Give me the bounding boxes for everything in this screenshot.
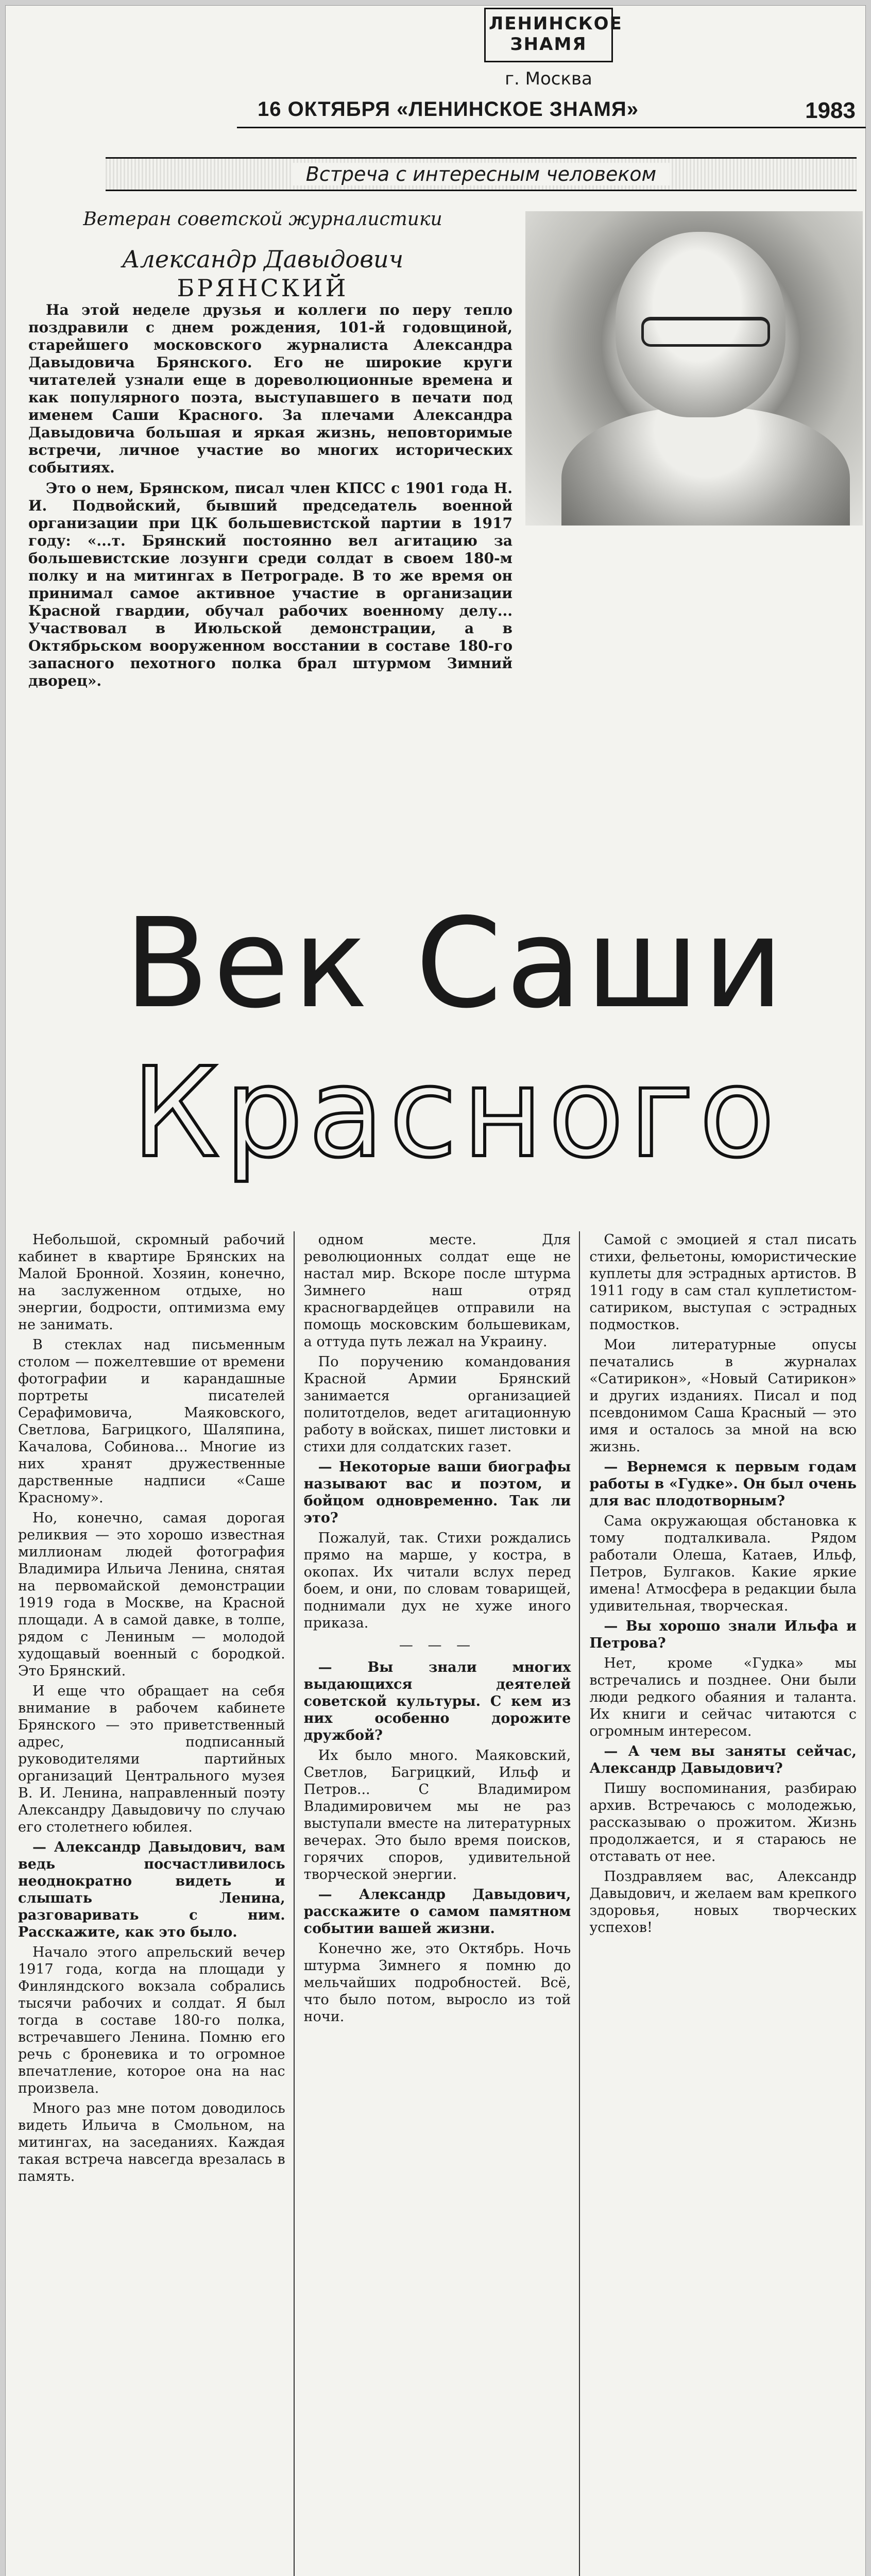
- article-column: [18, 1231, 295, 2576]
- rubric-banner: [106, 157, 857, 191]
- interview-question: — Александр Давыдович, расскажите о самом памятном событии вашей жизни.: [304, 1886, 571, 1937]
- interview-question: — Вернемся к первым годам работы в «Гудке». Он был очень для вас плодотворным?: [589, 1459, 857, 1510]
- rubric-text: Встреча с интересным человеком: [293, 163, 670, 185]
- article-paragraph: Много раз мне потом доводилось видеть Ильича в Смольном, на митингах, на заседаниях. Каждая такая встреча навсегда врезалась в память.: [18, 2100, 285, 2184]
- stamp-title: ЛЕНИНСКОЕ ЗНАМЯ: [484, 8, 613, 62]
- headline-line-1: Век Саши: [124, 891, 788, 1036]
- article-column: [304, 1231, 580, 2576]
- interview-question: — Некоторые ваши биографы называют вас и поэтом, и бойцом одновременно. Так ли это?: [304, 1459, 571, 1527]
- article-paragraph: Конечно же, это Октябрь. Ночь штурма Зимнего я помню до мельчайших подробностей. Всё, что было потом, выросло из той ночи.: [303, 1941, 571, 2025]
- intro-text: [28, 301, 513, 956]
- portrait-glasses: [641, 317, 770, 347]
- article-paragraph: И еще что обращает на себя внимание в рабочем кабинете Брянского — это приветственный адрес, подписанный руководителями партийных организаций Центрального музея В. И. Ленина, направленный поэту Александру Давыдовичу по случаю его столетнего юбилея.: [18, 1683, 285, 1835]
- intro-paragraph: На этой неделе друзья и коллеги по перу тепло поздравили с днем рождения, 101-й годовщиной, старейшего московского журналиста Александра Давыдовича Брянского. Его не широкие круги читателей узнали еще в дореволюционные времена и как популярного поэта, выступавшего в печати под именем Саши Красного. За плечами Александра Давыдовича большая и яркая жизнь, неповторимые встречи, личное участие во многих исторических событиях.: [28, 301, 513, 476]
- interview-question: — Александр Давыдович, вам ведь посчастливилось неоднократно видеть и слышать Ленина, разговаривать с ним. Расскажите, как это было.: [18, 1839, 285, 1941]
- article-paragraph: Мои литературные опусы печатались в журналах «Сатирикон», «Новый Сатирикон» и других изданиях. Писал и под псевдонимом Саша Красный — это имя и осталось за мной на всю жизнь.: [589, 1337, 857, 1455]
- byline: [5, 209, 520, 302]
- dateline-year: 1983: [805, 98, 856, 123]
- article-paragraph: Но, конечно, самая дорогая реликвия — это хорошо известная миллионам людей фотография Владимира Ильича Ленина, снятая на первомайской демонстрации 1919 года в Москве, на Красной площади. А в самой давке, в толпе, рядом с Лениным — молодой худощавый военный с бородкой. Это Брянский.: [18, 1510, 285, 1679]
- article-paragraph: Пожалуй, так. Стихи рождались прямо на марше, у костра, в окопах. Их читали вслух перед боем, и они, по словам товарищей, поднимали дух не хуже иного приказа.: [303, 1530, 571, 1631]
- library-stamp: [484, 8, 623, 89]
- article-paragraph: Самой с эмоцией я стал писать стихи, фельетоны, юмористические куплеты для эстрадных артистов. В 1911 году в сам стал куплетистом-сатириком, выступая с эстрадных подмостков.: [589, 1232, 857, 1333]
- article-paragraph: Сама окружающая обстановка к тому подталкивала. Рядом работали Олеша, Катаев, Ильф, Петров, Булгаков. Какие яркие имена! Атмосфера в редакции была удивительная, творческая.: [589, 1513, 857, 1614]
- intro-paragraph: Это о нем, Брянском, писал член КПСС с 1901 года Н. И. Подвойский, бывший председатель военной организации при ЦК большевистской партии в 1917 году: «...т. Брянский постоянно вел агитацию за большевистские лозунги среди солдат в своем 180-м полку и на митингах в Петрограде. В то же время он принимал самое активное участие в организации Красной гвардии, обучал рабочих военному делу... Участвовал в Июльской демонстрации, а в Октябрьском вооруженном восстании в составе 180-го запасного пехотного полка брал штурмом Зимний дворец».: [28, 480, 513, 689]
- dateline: [237, 98, 866, 128]
- article-paragraph: Начало этого апрельский вечер 1917 года, когда на площади у Финляндского вокзала собрались тысячи рабочих и солдат. Я был тогда в составе 180-го полка, встречавшего Ленина. Помню его речь с броневика и то огромное впечатление, которое она на нас произвела.: [18, 1944, 285, 2096]
- stamp-city: г. Москва: [505, 69, 592, 89]
- interview-question: — Вы хорошо знали Ильфа и Петрова?: [589, 1618, 857, 1652]
- section-divider: — — —: [399, 1637, 476, 1653]
- dateline-rule: [237, 127, 866, 128]
- newspaper-clipping: [5, 5, 866, 2576]
- portrait-shoulders: [561, 407, 850, 526]
- article-paragraph: Небольшой, скромный рабочий кабинет в квартире Брянских на Малой Бронной. Хозяин, конечно, на заслуженном отдыхе, но энергии, бодрости, оптимизма ему не занимать.: [18, 1232, 285, 1333]
- byline-kicker: Ветеран советской журналистики: [83, 209, 442, 230]
- article-paragraph: Поздравляем вас, Александр Давыдович, и желаем вам крепкого здоровья, новых творческих успехов!: [589, 1869, 857, 1936]
- headline-line-2: Красного: [131, 1041, 780, 1185]
- article-paragraph: По поручению командования Красной Армии Брянский занимается организацией политотделов, ведет агитационную работу в войсках, пишет листовки и стихи для солдатских газет.: [303, 1354, 571, 1455]
- article-paragraph: В стеклах над письменным столом — пожелтевшие от времени фотографии и карандашные портреты писателей Серафимовича, Маяковского, Светлова, Багрицкого, Шаляпина, Качалова, Собинова... Многие из них хранят дружественные дарственные надписи «Саше Красному».: [18, 1337, 285, 1506]
- interview-question: — Вы знали многих выдающихся деятелей советской культуры. С кем из них особенно дорожите дружбой?: [304, 1659, 571, 1744]
- article-paragraph: Нет, кроме «Гудка» мы встречались и позднее. Они были люди редкого обаяния и таланта. Их книги и сейчас читаются с огромным интересом.: [589, 1655, 857, 1739]
- byline-author: Александр Давыдович: [122, 245, 404, 273]
- article-column: [589, 1231, 857, 2576]
- dateline-text: 16 ОКТЯБРЯ «ЛЕНИНСКОЕ ЗНАМЯ»: [258, 98, 639, 121]
- byline-surname: БРЯНСКИЙ: [177, 274, 349, 302]
- portrait-photo: [525, 211, 863, 526]
- article-paragraph: одном месте. Для революционных солдат еще не настал мир. Вскоре после штурма Зимнего наш отряд красногвардейцев отправили на помощь московским большевикам, а оттуда путь лежал на Украину.: [303, 1232, 571, 1350]
- interview-question: — А чем вы заняты сейчас, Александр Давыдович?: [589, 1743, 857, 1777]
- article-columns: [18, 1231, 857, 2576]
- headline: [95, 891, 816, 1221]
- article-paragraph: Пишу воспоминания, разбираю архив. Встречаюсь с молодежью, рассказываю о прожитом. Жизнь продолжается, и я стараюсь не отставать от нее.: [589, 1781, 857, 1865]
- article-paragraph: Их было много. Маяковский, Светлов, Багрицкий, Ильф и Петров... С Владимиром Владимировичем мы не раз выступали вместе на литературных вечерах. Это было время поисков, горячих споров, удивительной творческой энергии.: [303, 1748, 571, 1883]
